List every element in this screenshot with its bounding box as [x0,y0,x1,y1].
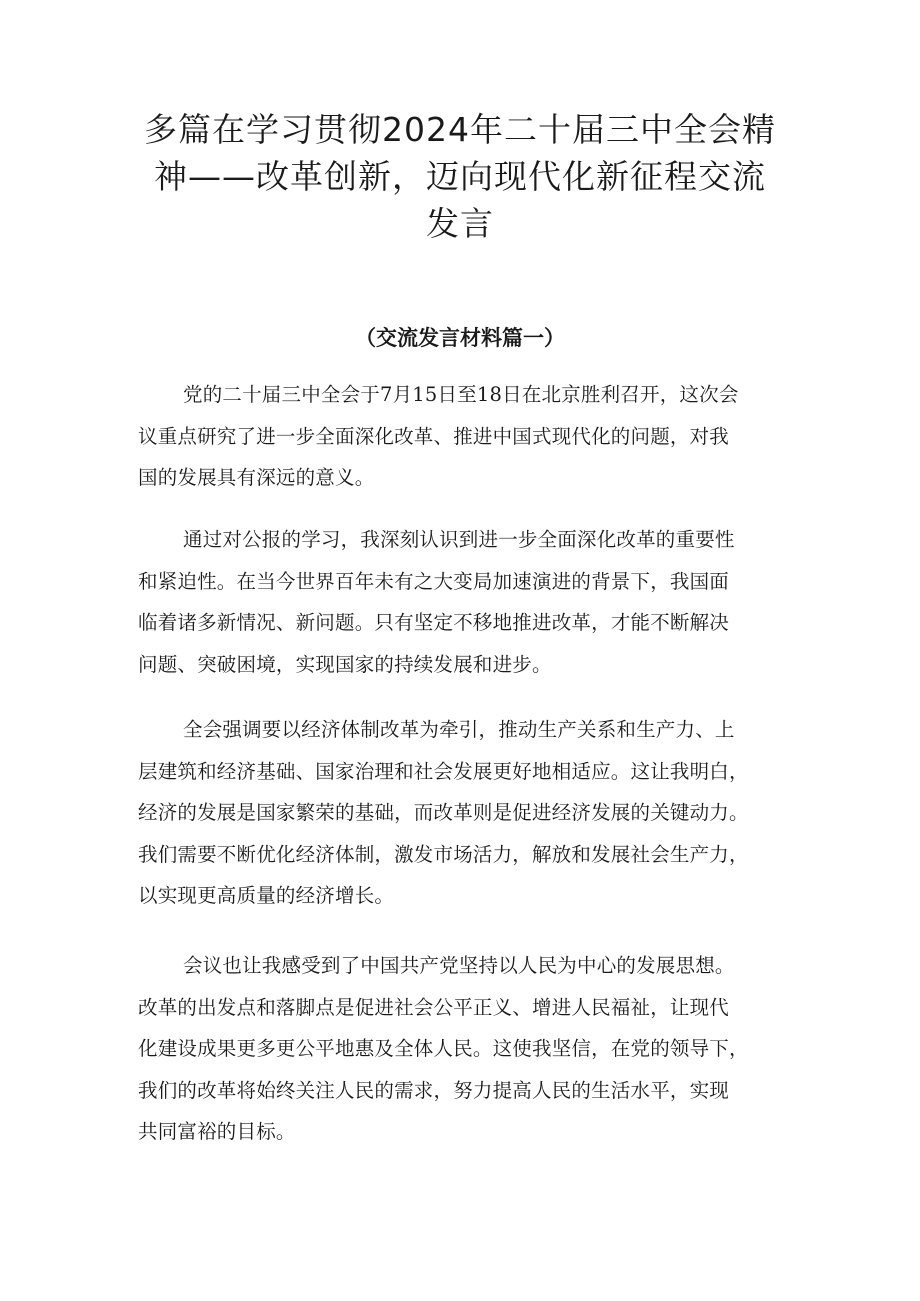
title-line: 多篇在学习贯彻2024年二十届三中全会精 [144,110,776,149]
text-line: 我们的改革将始终关注人民的需求，努力提高人民的生活水平，实现 [138,1078,730,1102]
text-line: 和紧迫性。在当今世界百年未有之大变局加速演进的背景下，我国面 [138,569,730,593]
paragraph-4 [138,945,793,1153]
text-line: 议重点研究了进一步全面深化改革、推进中国式现代化的问题，对我 [138,424,730,448]
text-line: 全会强调要以经济体制改革为牵引，推动生产关系和生产力、上 [183,718,735,741]
title-line: 神——改革创新，迈向现代化新征程交流 [154,157,766,196]
text-line: 国的发展具有深远的意义。 [138,466,375,489]
text-line: 问题、突破困境，实现国家的持续发展和进步。 [138,652,552,676]
paragraph-1 [138,374,793,499]
section-heading: （交流发言材料篇一） [355,326,565,350]
text-line: 通过对公报的学习，我深刻认识到进一步全面深化改革的重要性 [183,528,735,551]
text-line: 会议也让我感受到了中国共产党坚持以人民为中心的发展思想。 [183,954,735,977]
text-line: 党的二十届三中全会于7月15日至18日在北京胜利召开，这次会 [183,383,739,406]
text-line: 改革的出发点和落脚点是促进社会公平正义、增进人民福祉，让现代 [138,995,730,1019]
text-line: 化建设成果更多更公平地惠及全体人民。这使我坚信，在党的领导下， [138,1037,749,1060]
text-line: 共同富裕的目标。 [138,1120,296,1143]
text-line: 以实现更高质量的经济增长。 [138,884,395,907]
paragraph-2 [138,519,793,685]
title-line: 发言 [426,204,494,243]
text-line: 临着诸多新情况、新问题。只有坚定不移地推进改革，才能不断解决 [138,611,730,634]
text-line: 经济的发展是国家繁荣的基础，而改革则是促进经济发展的关键动力。 [138,801,749,824]
paragraph-3 [138,709,793,917]
document-title [140,106,780,247]
text-line: 层建筑和经济基础、国家治理和社会发展更好地相适应。这让我明白， [138,759,749,783]
text-line: 我们需要不断优化经济体制，激发市场活力，解放和发展社会生产力， [138,842,749,866]
